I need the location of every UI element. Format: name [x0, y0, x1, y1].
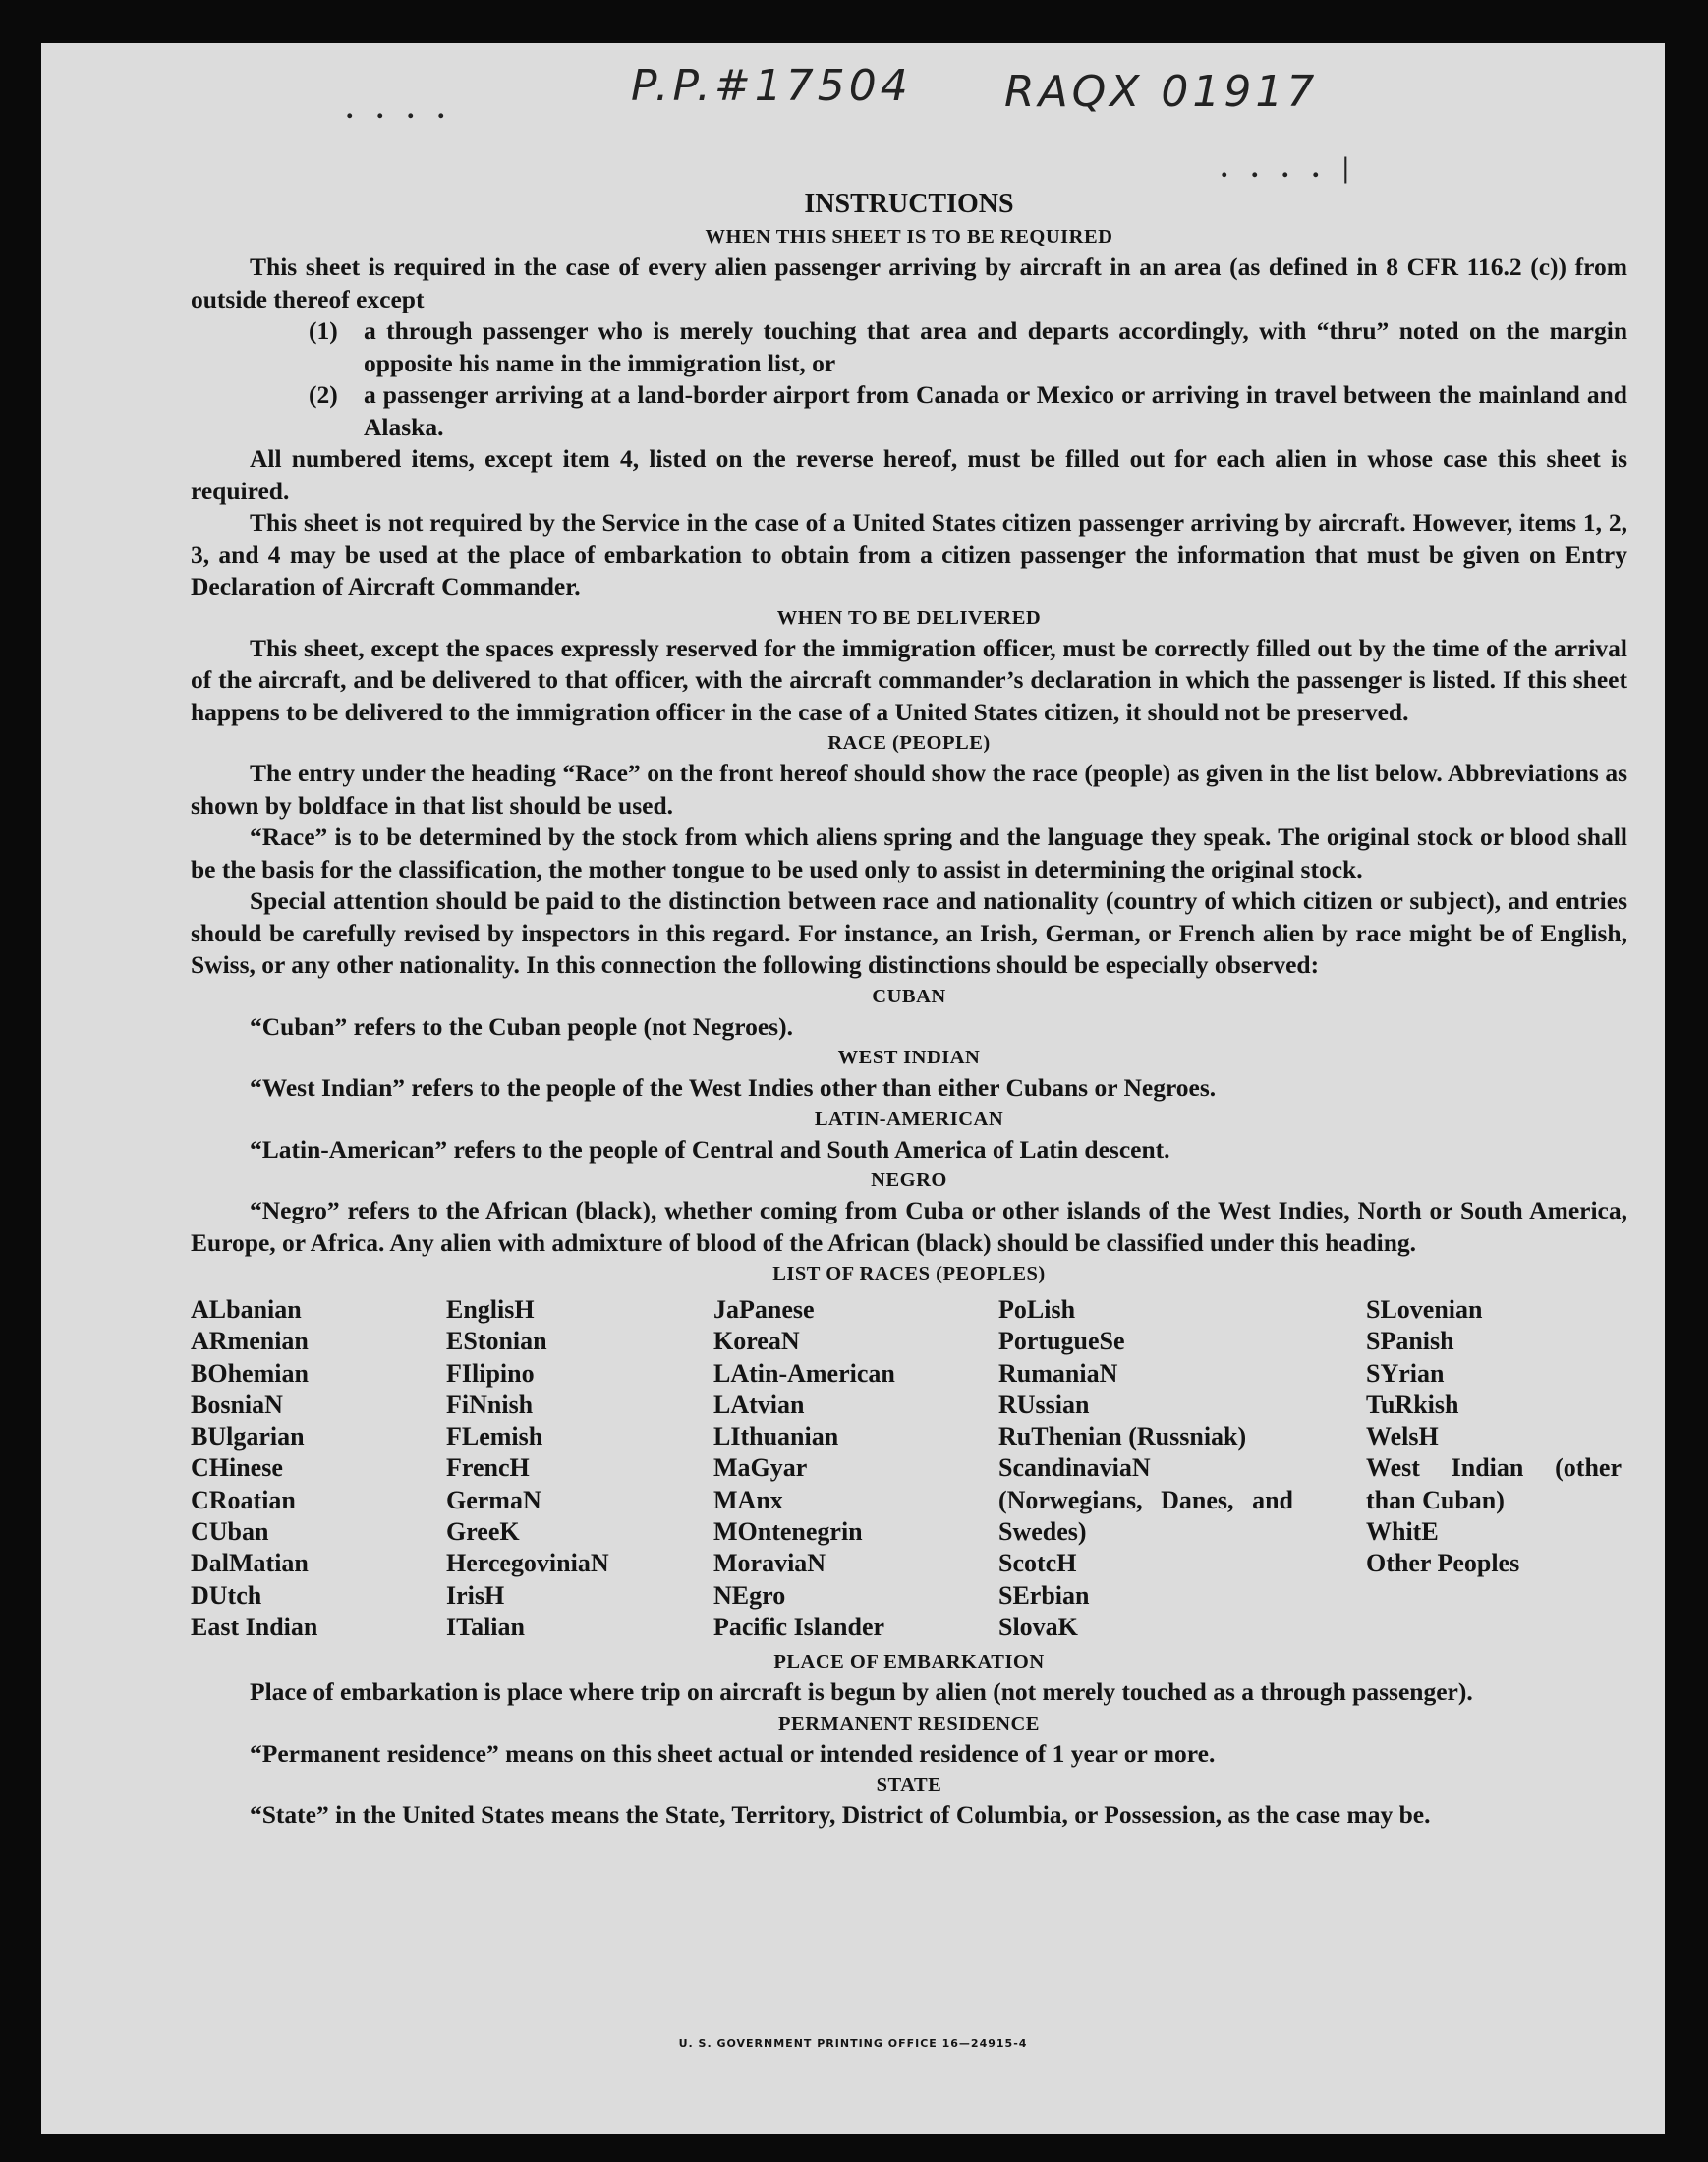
races-column	[191, 1294, 446, 1643]
numbered-item	[191, 315, 1627, 379]
race-entry: SlovaK	[998, 1612, 1078, 1641]
paragraph: This sheet is not required by the Service in the case of a United States citizen passenger arriving by aircraft. However, items 1, 2, 3, and 4 may be used at the place of embarkation to obtain from a citizen passenger the information that must be given on Entry Declaration of Aircraft Commander.	[191, 508, 1627, 600]
handwritten-reference-right: RAQX 01917	[1004, 67, 1319, 117]
race-entry: MaGyar	[713, 1453, 808, 1483]
race-entry: West Indian (other than Cuban)	[1366, 1453, 1622, 1514]
race-entry: RumaniaN	[998, 1358, 1118, 1388]
heading-west-indian: WEST INDIAN	[837, 1047, 981, 1068]
race-entry: TuRkish	[1366, 1390, 1459, 1419]
race-entry: LAtvian	[713, 1390, 805, 1419]
paragraph: “Cuban” refers to the Cuban people (not Negroes).	[250, 1011, 793, 1041]
race-entry: BUlgarian	[191, 1422, 305, 1451]
race-entry: DUtch	[191, 1580, 262, 1610]
race-entry: JaPanese	[713, 1295, 815, 1324]
race-entry: CHinese	[191, 1453, 283, 1483]
race-entry: East Indian	[191, 1612, 318, 1641]
paragraph: The entry under the heading “Race” on the front hereof should show the race (people) as given in the list below. Abbreviations as shown by boldface in that list should be used.	[191, 759, 1627, 820]
instructions-body	[191, 187, 1627, 1832]
handwritten-reference-left: P.P.#17504	[631, 61, 912, 111]
race-entry: IrisH	[446, 1580, 505, 1610]
paragraph: This sheet is required in the case of every alien passenger arriving by aircraft in an area (as defined in 8 CFR 116.2 (c)) from outside thereof except	[191, 253, 1627, 313]
heading-negro: NEGRO	[871, 1169, 947, 1191]
race-entry: MAnx	[713, 1485, 783, 1514]
document-sheet	[41, 43, 1665, 2134]
paragraph: Place of embarkation is place where trip on aircraft is begun by alien (not merely touched as a through passenger).	[250, 1678, 1473, 1707]
race-entry: EStonian	[446, 1327, 547, 1356]
page-title: INSTRUCTIONS	[804, 189, 1014, 219]
race-entry: ARmenian	[191, 1327, 309, 1356]
race-entry: FIlipino	[446, 1358, 535, 1388]
race-entry: GreeK	[446, 1517, 520, 1547]
heading-race: RACE (PEOPLE)	[827, 732, 991, 754]
paragraph: “Race” is to be determined by the stock from which aliens spring and the language they speak. The original stock or blood shall be the basis for the classification, the mother tongue to be used only to assist in determining the original stock.	[191, 823, 1627, 883]
race-entry: SYrian	[1366, 1358, 1445, 1388]
race-entry: BOhemian	[191, 1358, 309, 1388]
race-entry: WhitE	[1366, 1517, 1439, 1547]
race-entry: PortugueSe	[998, 1327, 1125, 1356]
race-entry: RuThenian (Russniak)	[998, 1422, 1247, 1451]
race-entry: ITalian	[446, 1612, 525, 1641]
heading-latin-american: LATIN-AMERICAN	[814, 1108, 1004, 1130]
heading-cuban: CUBAN	[872, 985, 946, 1007]
paragraph: Special attention should be paid to the distinction between race and nationality (country of which citizen or subject), and entries should be carefully revised by inspectors in this regard. For instance, an Irish, German, or French alien by race might be of English, Swiss, or any other nationality. In this connection the following distinctions should be especially observed:	[191, 886, 1627, 979]
race-entry: EnglisH	[446, 1295, 535, 1324]
heading-delivered: WHEN TO BE DELIVERED	[776, 606, 1042, 629]
heading-residence: PERMANENT RESIDENCE	[778, 1712, 1040, 1735]
item-number: (1)	[309, 316, 338, 345]
race-entry: Pacific Islander	[713, 1612, 885, 1641]
race-entry: ScotcH	[998, 1549, 1077, 1578]
race-entry: FLemish	[446, 1422, 543, 1451]
races-column	[446, 1294, 713, 1643]
specks: . . . . |	[1221, 151, 1357, 184]
race-entry: SPanish	[1366, 1327, 1454, 1356]
races-column	[713, 1294, 998, 1643]
race-entry: BosniaN	[191, 1390, 283, 1419]
race-entry: WelsH	[1366, 1422, 1439, 1451]
race-entry: MOntenegrin	[713, 1517, 863, 1547]
paragraph: All numbered items, except item 4, listed on the reverse hereof, must be filled out for each alien in whose case this sheet is required.	[191, 444, 1627, 505]
race-entry: MoraviaN	[713, 1549, 826, 1578]
race-entry: CUban	[191, 1517, 269, 1547]
race-entry: HercegoviniaN	[446, 1549, 609, 1578]
races-list	[191, 1294, 1627, 1643]
races-column	[1366, 1294, 1627, 1643]
paragraph: “Negro” refers to the African (black), whether coming from Cuba or other islands of the West Indies, North or South America, Europe, or Africa. Any alien with admixture of blood of the African (black) should be classified under this heading.	[191, 1196, 1627, 1257]
specks: . . . .	[346, 92, 453, 125]
race-entry: KoreaN	[713, 1327, 800, 1356]
item-text: a passenger arriving at a land-border airport from Canada or Mexico or arriving in travel between the mainland and Alaska.	[364, 380, 1627, 441]
item-text: a through passenger who is merely touching that area and departs accordingly, with “thru” noted on the margin opposite his name in the immigration list, or	[364, 316, 1627, 377]
race-entry: Other Peoples	[1366, 1549, 1520, 1578]
race-entry: PoLish	[998, 1295, 1076, 1324]
paragraph: This sheet, except the spaces expressly reserved for the immigration officer, must be correctly filled out by the time of the arrival of the aircraft, and be delivered to that officer, with the aircraft commander’s declaration in which the passenger is listed. If this sheet happens to be delivered to the immigration officer in the case of a United States citizen, it should not be preserved.	[191, 633, 1627, 726]
heading-embarkation: PLACE OF EMBARKATION	[773, 1651, 1045, 1674]
race-entry: DalMatian	[191, 1549, 309, 1578]
numbered-item	[191, 379, 1627, 443]
heading-required: WHEN THIS SHEET IS TO BE REQUIRED	[705, 226, 1113, 248]
race-entry: FiNnish	[446, 1390, 534, 1419]
race-entry: SLovenian	[1366, 1295, 1483, 1324]
race-entry: ScandinaviaN (Norwegians, Danes, and Swedes)	[998, 1453, 1293, 1547]
race-entry: ALbanian	[191, 1295, 302, 1324]
race-entry: LAtin-American	[713, 1358, 895, 1388]
race-entry: RUssian	[998, 1390, 1090, 1419]
race-entry: CRoatian	[191, 1485, 296, 1514]
paragraph: “West Indian” refers to the people of the West Indies other than either Cubans or Negroes.	[250, 1073, 1217, 1102]
paragraph: “Latin-American” refers to the people of Central and South America of Latin descent.	[250, 1134, 1170, 1164]
races-column	[998, 1294, 1366, 1643]
heading-state: STATE	[876, 1774, 942, 1796]
race-entry: GermaN	[446, 1485, 541, 1514]
paragraph: “State” in the United States means the State, Territory, District of Columbia, or Possession, as the case may be.	[250, 1800, 1431, 1830]
heading-list-of-races: LIST OF RACES (PEOPLES)	[772, 1263, 1046, 1284]
printer-imprint: U. S. GOVERNMENT PRINTING OFFICE 16—24915-4	[678, 2037, 1028, 2050]
race-entry: SErbian	[998, 1580, 1090, 1610]
race-entry: LIthuanian	[713, 1422, 839, 1451]
item-number: (2)	[309, 380, 338, 409]
paragraph: “Permanent residence” means on this sheet actual or intended residence of 1 year or more.	[250, 1738, 1216, 1768]
race-entry: NEgro	[713, 1580, 786, 1610]
race-entry: FrencH	[446, 1453, 530, 1483]
